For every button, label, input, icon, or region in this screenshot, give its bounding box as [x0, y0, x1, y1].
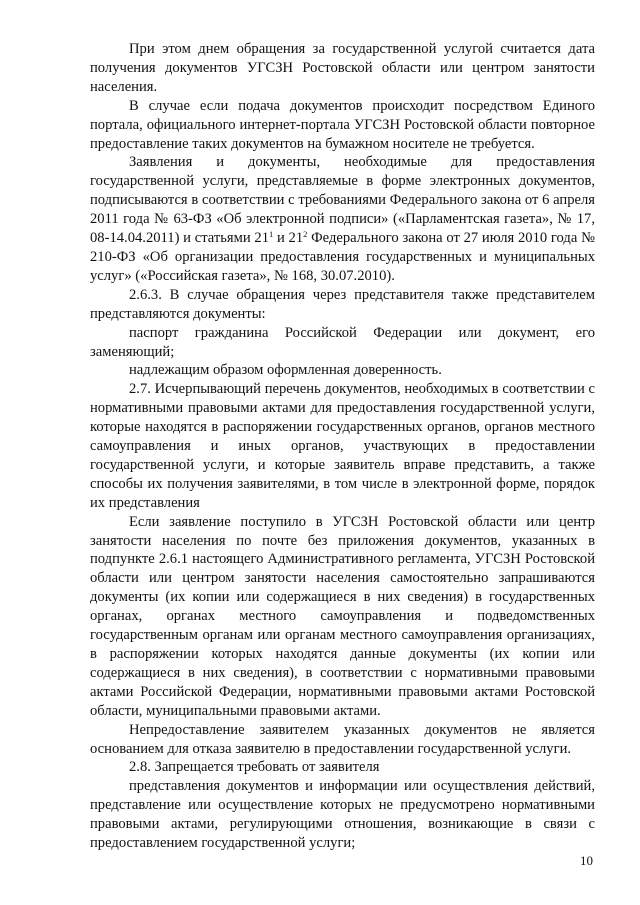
- paragraph-2-8: 2.8. Запрещается требовать от заявителя: [129, 759, 380, 776]
- paragraph-non-submission: Непредоставление заявителем указанных документов не является основанием для отказа заявителю в предоставлении государственной услуги.: [90, 721, 595, 757]
- paragraph-electronic-documents-part1: Заявления и документы, необходимые для предоставления государственной услуги, представляемые в форме электронных документов, подписываются в соответствии с требованиями Федерального закона от 6 апреля 2011 года № 63-ФЗ «Об электронной подписи» («Парламентская газета», № 17, 08-14.04.2011) и статьями 21: [90, 154, 595, 247]
- paragraph-prohibited-requirements: представления документов и информации или осуществления действий, представление или осуществление которых не предусмотрено нормативными правовыми актами, регулирующими отношения, возникающие в связи с предоставлением государственной услуги;: [90, 778, 595, 852]
- paragraph-electronic-documents-part2: и 21: [273, 230, 304, 247]
- paragraph-electronic-documents-part3: Федерального закона от 27 июля 2010 года № 210-ФЗ «Об организации предоставления государственных и муниципальных услуг» («Российская газета», № 168, 30.07.2010).: [90, 230, 596, 284]
- paragraph-single-portal: В случае если подача документов происходит посредством Единого портала, официального интернет-портала УГСЗН Ростовской области повторное предоставление таких документов на бумажном носителе не требуется.: [90, 97, 595, 152]
- superscript-1: 1: [269, 229, 274, 240]
- paragraph-electronic-documents: [90, 153, 595, 285]
- paragraph-receipt-date: При этом днем обращения за государственной услугой считается дата получения документов УГСЗН Ростовской области или центром занятости населения.: [90, 41, 595, 95]
- document-body: [90, 40, 595, 853]
- paragraph-mail-application: Если заявление поступило в УГСЗН Ростовской области или центр занятости населения по почте без приложения документов, указанных в подпункте 2.6.1 настоящего Административного регламента, УГСЗН Ростовской области или центром занятости населения самостоятельно запрашиваются документы (их копии или содержащиеся в них сведения) в государственных органах, органах местного самоуправления и подведомственных государственным органам или органам местного самоуправления организациях, в распоряжении которых находятся данные документы (их копии или содержащиеся в них сведения), в соответствии с нормативными правовыми актами Российской Федерации, нормативными правовыми актами Ростовской области, муниципальными правовыми актами.: [90, 513, 595, 719]
- paragraph-2-6-3: 2.6.3. В случае обращения через представителя также представителем представляются документы:: [90, 286, 595, 322]
- paragraph-2-7: 2.7. Исчерпывающий перечень документов, необходимых в соответствии с нормативными правовыми актами для предоставления государственной услуги, которые находятся в распоряжении государственных органов, органов местного самоуправления и иных органов, участвующих в предоставлении государственной услуги, и которые заявитель вправе представить, а также способы их получения заявителями, в том числе в электронной форме, порядок их представления: [90, 381, 595, 511]
- paragraph-passport: паспорт гражданина Российской Федерации или документ, его заменяющий;: [90, 324, 595, 360]
- paragraph-power-of-attorney: надлежащим образом оформленная доверенность.: [129, 362, 442, 379]
- page-number: 10: [580, 853, 593, 868]
- superscript-2: 2: [303, 229, 308, 240]
